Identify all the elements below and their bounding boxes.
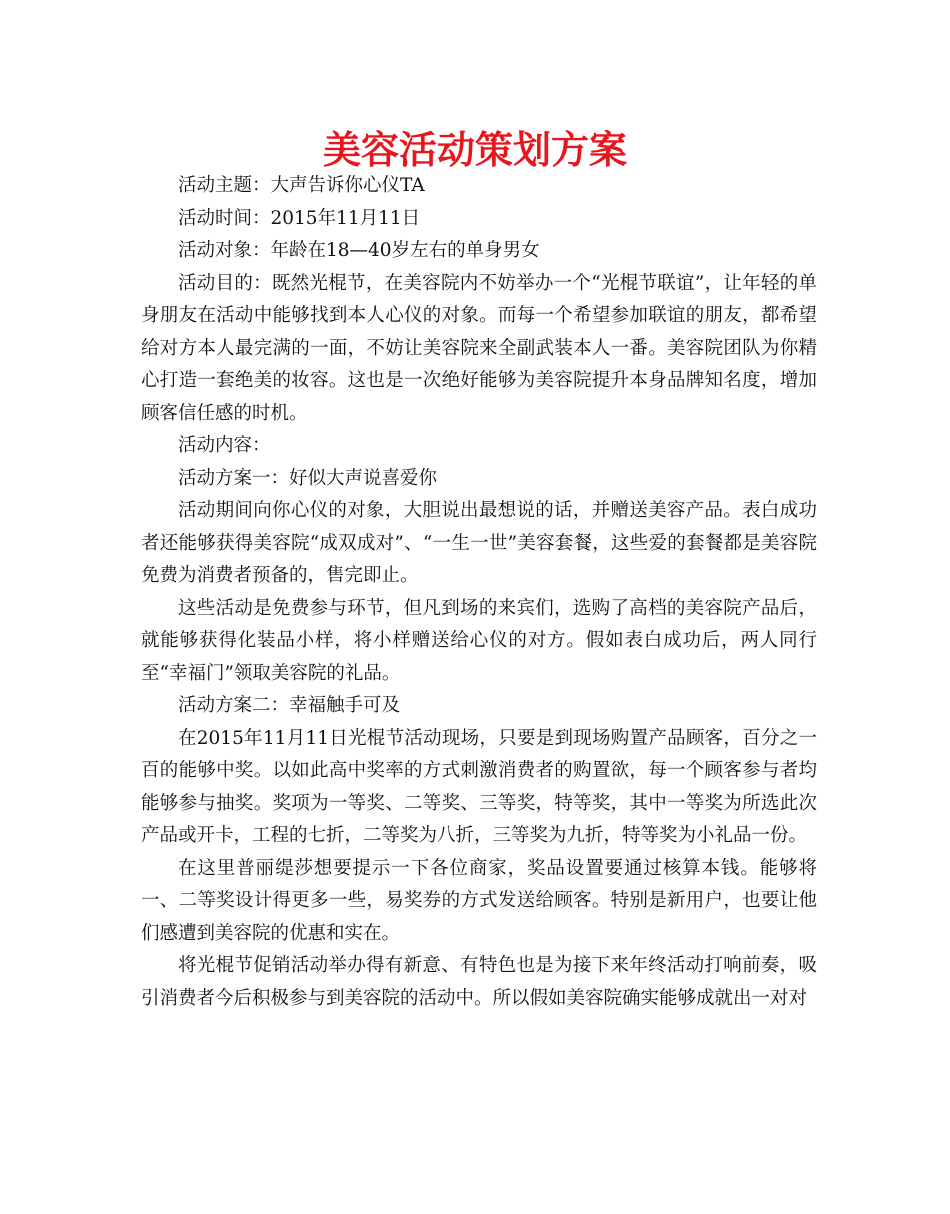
paragraph-plan-two-body: 在2015年11月11日光棍节活动现场，只要是到现场购置产品顾客，百分之一百的能够中奖。以如此高中奖率的方式刺激消费者的购置欲，每一个顾客参与者均能够参与抽奖。奖项为一等奖、二等奖、三等奖，特等奖，其中一等奖为所选此次产品或开卡，工程的七折，二等奖为八折，三等奖为九折，特等奖为小礼品一份。 xyxy=(141,727,817,846)
paragraph-time: 活动时间：2015年11月11日 xyxy=(178,207,421,229)
paragraph-plan-one-body: 活动期间向你心仪的对象，大胆说出最想说的话，并赠送美容产品。表白成功者还能够获得美容院“成双成对”、“一生一世”美容套餐，这些爱的套餐都是美容院免费为消费者预备的，售完即止。 xyxy=(141,500,817,586)
document-body xyxy=(141,170,817,1015)
paragraph-prize-tip: 在这里普丽缇莎想要提示一下各位商家，奖品设置要通过核算本钱。能够将一、二等奖设计得更多一些，易奖券的方式发送给顾客。特别是新用户，也要让他们感遭到美容院的优惠和实在。 xyxy=(141,857,817,944)
paragraph-content-heading: 活动内容： xyxy=(178,435,271,456)
paragraph-purpose: 活动目的：既然光棍节，在美容院内不妨举办一个“光棍节联谊”，让年轻的单身朋友在活动中能够找到本人心仪的对象。而每一个希望参加联谊的朋友，都希望给对方本人最完满的一面，不妨让美容院来全副武装本人一番。美容院团队为你精心打造一套绝美的妆容。这也是一次绝好能够为美容院提升本身品牌知名度，增加顾客信任感的时机。 xyxy=(141,272,817,424)
paragraph-plan-one-extra: 这些活动是免费参与环节，但凡到场的来宾们，选购了高档的美容院产品后，就能够获得化装品小样，将小样赠送给心仪的对方。假如表白成功后，两人同行至“幸福门”领取美容院的礼品。 xyxy=(141,597,817,684)
paragraph-theme: 活动主题：大声告诉你心仪TA xyxy=(178,175,425,196)
document-title: 美容活动策划方案 xyxy=(322,128,627,172)
paragraph-audience: 活动对象：年龄在18—40岁左右的单身男女 xyxy=(178,240,540,261)
paragraph-conclusion: 将光棍节促销活动举办得有新意、有特色也是为接下来年终活动打响前奏，吸引消费者今后积极参与到美容院的活动中。所以假如美容院确实能够成就出一对对 xyxy=(141,955,817,1009)
paragraph-plan-one-heading: 活动方案一：好似大声说喜爱你 xyxy=(178,467,438,489)
paragraph-plan-two-heading: 活动方案二：幸福触手可及 xyxy=(178,695,401,716)
